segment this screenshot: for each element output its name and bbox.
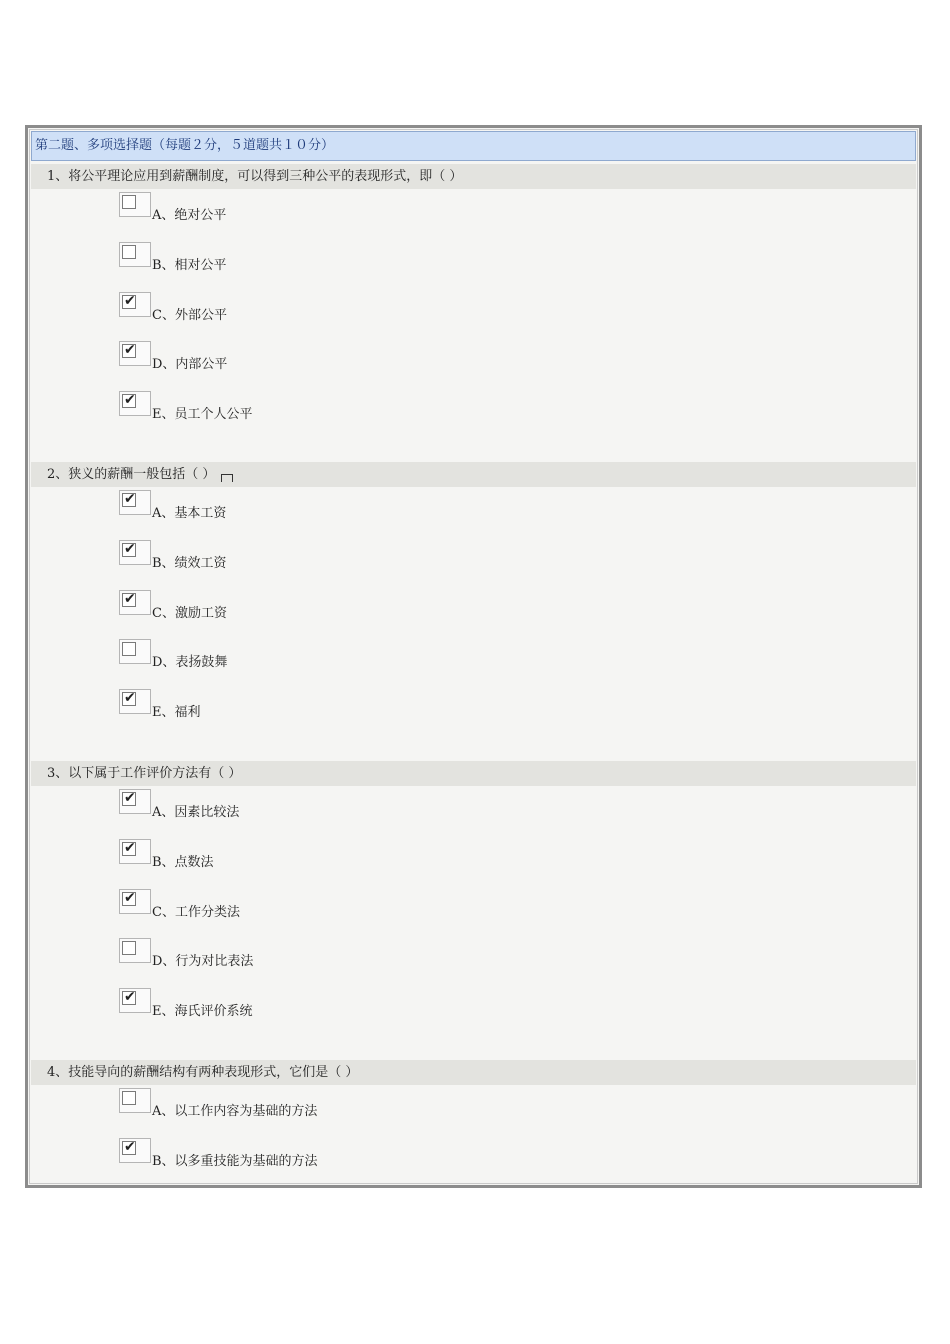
option-checkbox[interactable] xyxy=(119,839,151,864)
option-checkbox[interactable] xyxy=(119,639,151,664)
checkbox-checked-icon[interactable] xyxy=(122,1138,136,1155)
check-mark-icon: ✔ xyxy=(124,392,136,409)
check-mark-icon: ✔ xyxy=(124,590,136,607)
option-label: A、基本工资 xyxy=(152,506,227,521)
checkbox-empty-icon[interactable] xyxy=(122,1091,136,1105)
option-label: B、绩效工资 xyxy=(152,555,227,571)
check-mark-icon: ✔ xyxy=(124,1138,136,1155)
option-label: D、表扬鼓舞 xyxy=(152,655,228,671)
question-title xyxy=(31,462,916,487)
option-label: B、以多重技能为基础的方法 xyxy=(152,1153,318,1169)
option-checkbox[interactable] xyxy=(119,689,151,714)
check-mark-icon: ✔ xyxy=(124,889,136,906)
check-mark-icon: ✔ xyxy=(124,790,136,806)
checkbox-empty-icon[interactable] xyxy=(122,941,136,955)
question-title-text: 1、将公平理论应用到薪酬制度，可以得到三种公平的表现形式，即（ ） xyxy=(47,169,463,184)
checkbox-empty-icon[interactable] xyxy=(122,195,136,209)
check-mark-icon: ✔ xyxy=(124,989,136,1006)
question-2 xyxy=(31,462,916,739)
question-title-text: 4、技能导向的薪酬结构有两种表现形式，它们是（ ） xyxy=(47,1065,359,1080)
checkbox-checked-icon[interactable] xyxy=(122,692,136,706)
option-label: E、员工个人公平 xyxy=(152,407,253,423)
option-checkbox[interactable] xyxy=(119,938,151,963)
option-checkbox[interactable] xyxy=(119,590,151,615)
option-checkbox[interactable] xyxy=(119,242,151,267)
check-mark-icon: ✔ xyxy=(124,342,136,359)
option-checkbox[interactable] xyxy=(119,988,151,1013)
option-label: D、行为对比表法 xyxy=(152,954,254,970)
option-checkbox[interactable] xyxy=(119,1138,151,1163)
option-checkbox[interactable] xyxy=(119,292,151,317)
checkbox-checked-icon[interactable] xyxy=(122,889,136,906)
check-mark-icon: ✔ xyxy=(124,690,136,707)
option-label: A、绝对公平 xyxy=(152,208,227,223)
checkbox-checked-icon[interactable] xyxy=(122,590,136,607)
option-checkbox[interactable] xyxy=(119,540,151,565)
option-label: A、以工作内容为基础的方法 xyxy=(152,1104,318,1119)
question-title xyxy=(31,164,916,189)
quiz-frame xyxy=(25,125,922,1188)
checkbox-checked-icon[interactable] xyxy=(122,493,136,507)
option-checkbox[interactable] xyxy=(119,192,151,217)
option-checkbox[interactable] xyxy=(119,889,151,914)
question-title-text: 3、以下属于工作评价方法有（ ） xyxy=(47,766,242,781)
checkbox-checked-icon[interactable] xyxy=(122,344,136,358)
question-3 xyxy=(31,761,916,1038)
option-label: C、外部公平 xyxy=(152,307,227,323)
checkbox-checked-icon[interactable] xyxy=(122,839,136,856)
option-label: E、海氏评价系统 xyxy=(152,1004,253,1020)
cursor-mark-icon xyxy=(221,474,233,482)
checkbox-empty-icon[interactable] xyxy=(122,245,136,259)
check-mark-icon: ✔ xyxy=(124,292,136,309)
option-checkbox[interactable] xyxy=(119,789,151,814)
question-title xyxy=(31,761,916,786)
option-label: B、点数法 xyxy=(152,854,214,870)
question-4 xyxy=(31,1060,916,1188)
option-label: B、相对公平 xyxy=(152,257,227,273)
check-mark-icon: ✔ xyxy=(124,540,136,557)
section-header: 第二题、多项选择题（每题２分，５道题共１０分） xyxy=(31,131,916,161)
option-checkbox[interactable] xyxy=(119,1088,151,1113)
checkbox-empty-icon[interactable] xyxy=(122,642,136,656)
check-mark-icon: ✔ xyxy=(124,839,136,856)
question-1 xyxy=(31,164,916,441)
checkbox-checked-icon[interactable] xyxy=(122,394,136,408)
question-title xyxy=(31,1060,916,1085)
option-checkbox[interactable] xyxy=(119,391,151,416)
option-label: A、因素比较法 xyxy=(152,805,240,820)
option-checkbox[interactable] xyxy=(119,341,151,366)
option-label: D、内部公平 xyxy=(152,357,228,373)
option-label: C、激励工资 xyxy=(152,605,227,621)
checkbox-checked-icon[interactable] xyxy=(122,540,136,557)
checkbox-checked-icon[interactable] xyxy=(122,792,136,806)
option-checkbox[interactable] xyxy=(119,490,151,515)
check-mark-icon: ✔ xyxy=(124,491,136,507)
checkbox-checked-icon[interactable] xyxy=(122,991,136,1005)
option-label: C、工作分类法 xyxy=(152,904,240,920)
option-label: E、福利 xyxy=(152,705,201,721)
question-title-text: 2、狭义的薪酬一般包括（ ） xyxy=(47,467,216,482)
checkbox-checked-icon[interactable] xyxy=(122,292,136,309)
